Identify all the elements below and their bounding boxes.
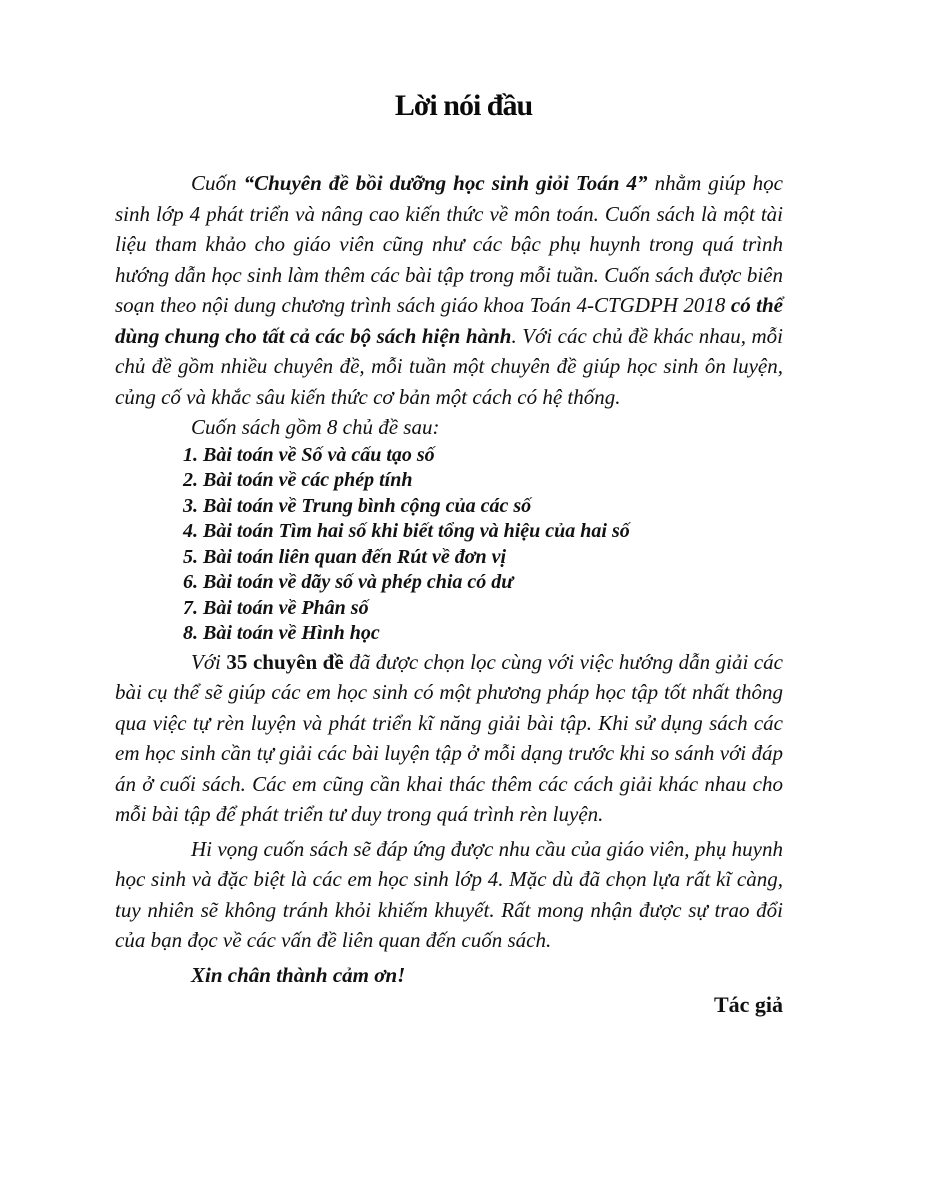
topic-item: 1. Bài toán về Số và cấu tạo số bbox=[183, 443, 435, 466]
topic-item: 3. Bài toán về Trung bình cộng của các số bbox=[183, 494, 532, 517]
author-signature: Tác giả bbox=[713, 992, 783, 1017]
topic-item: 8. Bài toán về Hình học bbox=[183, 622, 380, 644]
topic-item: 2. Bài toán về các phép tính bbox=[183, 469, 413, 491]
page-title: Lời nói đầu bbox=[394, 89, 533, 122]
paragraph-introduction bbox=[115, 168, 783, 412]
book-title-text: “Chuyên đề bồi dưỡng học sinh giỏi Toán 4” bbox=[243, 171, 648, 195]
intro-tail-text: . Với các chủ đề khác nhau, mỗi chủ đề gồm nhiều chuyên đề, mỗi tuần một chuyên đề giúp học sinh ôn luyện, củng cố và khắc sâu kiến thức cơ bản một cách có hệ thống. bbox=[115, 323, 784, 409]
topic-list bbox=[183, 443, 783, 647]
method-emphasis-text: 35 chuyên đề bbox=[226, 649, 344, 674]
topic-list-intro: Cuốn sách gồm 8 chủ đề sau: bbox=[191, 415, 440, 439]
topic-item: 7. Bài toán về Phân số bbox=[183, 596, 369, 619]
intro-mid-text: nhằm giúp học sinh lớp 4 phát triển và nâng cao kiến thức về môn toán. Cuốn sách là một tài liệu tham khảo cho giáo viên cũng như các bậc phụ huynh trong quá trình hướng dẫn học sinh làm thêm các bài tập trong mỗi tuần. Cuốn sách được biên soạn theo nội dung chương trình sách giáo khoa Toán 4-CTGDPH 2018 bbox=[115, 171, 784, 317]
method-tail-text: đã được chọn lọc cùng với việc hướng dẫn giải các bài cụ thể sẽ giúp các em học sinh có một phương pháp học tập tốt nhất thông qua việc tự rèn luyện và phát triển kĩ năng giải bài tập. Khi sử dụng sách các em học sinh cần tự giải các bài luyện tập ở mỗi dạng trước khi so sánh với đáp án ở cuối sách. Các em cũng cần khai thác thêm các cách giải khác nhau cho mỗi bài tập để phát triển tư duy trong quá trình rèn luyện. bbox=[115, 649, 784, 826]
closing-thanks: Xin chân thành cảm ơn! bbox=[191, 962, 406, 987]
topic-item: 4. Bài toán Tìm hai số khi biết tổng và hiệu của hai số bbox=[183, 520, 630, 542]
intro-emphasis-text: có thể dùng chung cho tất cả các bộ sách hiện hành bbox=[115, 293, 784, 348]
paragraph-hope: Hi vọng cuốn sách sẽ đáp ứng được nhu cầu của giáo viên, phụ huynh học sinh và đặc biệt là các em học sinh lớp 4. Mặc dù đã chọn lựa rất kĩ càng, tuy nhiên sẽ không tránh khỏi khiếm khuyết. Rất mong nhận được sự trao đổi của bạn đọc về các vấn đề liên quan đến cuốn sách. bbox=[115, 836, 783, 952]
intro-lead-text: Cuốn bbox=[191, 171, 244, 195]
paragraph-method bbox=[115, 647, 783, 830]
method-lead-text: Với bbox=[191, 649, 227, 674]
topic-item: 6. Bài toán về dãy số và phép chia có dư bbox=[183, 571, 514, 593]
topic-item: 5. Bài toán liên quan đến Rút về đơn vị bbox=[183, 545, 506, 568]
page-content bbox=[115, 168, 783, 1021]
